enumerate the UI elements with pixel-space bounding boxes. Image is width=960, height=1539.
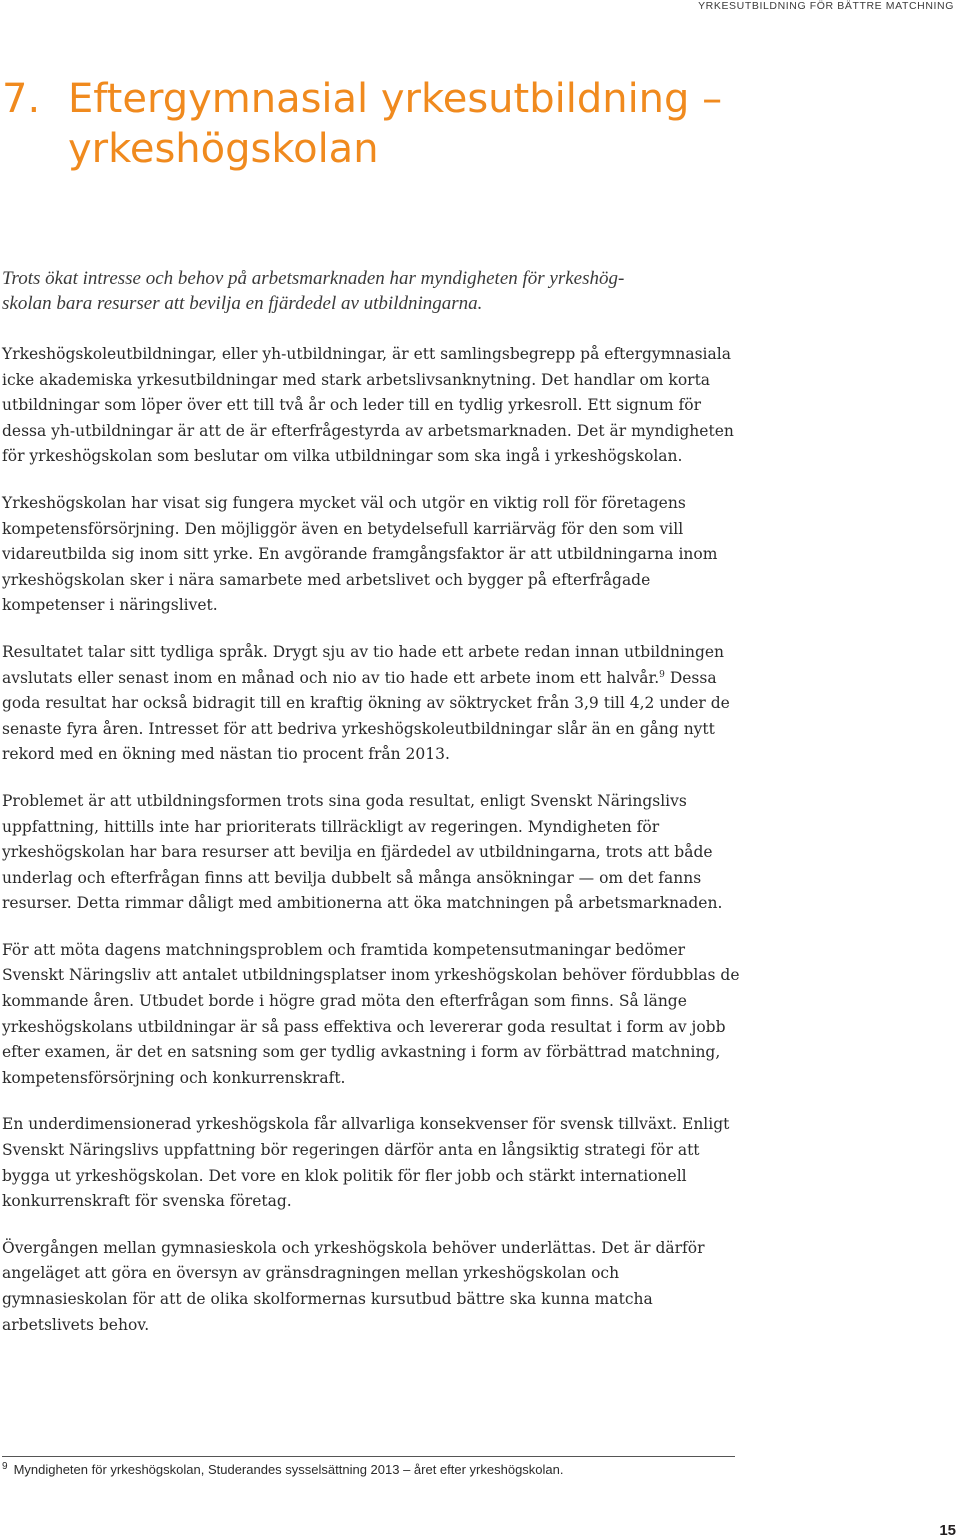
body-paragraph-1: Yrkeshögskoleutbildningar, eller yh-utbildningar, är ett samlingsbegrepp på eftergymnasiala icke akademiska yrkesutbildningar med stark arbetslivsanknytning. Det handlar om korta utbildningar som löper över ett till två år och leder till en tydlig yrkesroll. Ett signum för dessa yh-utbildningar är att de är efterfrågestyrda av arbetsmarknaden. Det är myndigheten för yrkeshögskolan som beslutar om vilka utbildningar som ska ingå i yrkeshögskolan. — [2, 345, 734, 466]
footnote-text: Myndigheten för yrkeshögskolan, Studerandes sysselsättning 2013 – året efter yrkeshögskolan. — [13, 1462, 564, 1477]
body-paragraph-3 — [2, 640, 740, 768]
chapter-title-text-1: Eftergymnasial yrkesutbildning – — [68, 76, 723, 122]
paragraph-3-text-a: Resultatet talar sitt tydliga språk. Drygt sju av tio hade ett arbete redan innan utbildningen avslutats eller senast inom en månad och nio av tio hade ett arbete inom ett halvår. — [2, 642, 725, 687]
running-header: YRKESUTBILDNING FÖR BÄTTRE MATCHNING — [698, 0, 954, 12]
chapter-title-line-2: yrkeshögskolan — [68, 126, 379, 172]
chapter-title — [2, 74, 902, 174]
body-paragraph-4: Problemet är att utbildningsformen trots sina goda resultat, enligt Svenskt Näringslivs uppfattning, hittills inte har prioriterats tillräckligt av regeringen. Myndigheten för yrkeshögskolan har bara resurser att bevilja en fjärdedel av utbildningarna, trots att både underlag och efterfrågan finns att bevilja dubbelt så många ansökningar — om det fanns resurser. Detta rimmar dåligt med ambitionerna att öka matchningen på arbetsmarknaden. — [2, 791, 723, 913]
body-paragraph-5: För att möta dagens matchningsproblem och framtida kompetensutmaningar bedömer Svenskt Näringsliv att antalet utbildningsplatser inom yrkeshögskolan behöver fördubblas de kommande åren. Utbudet borde i högre grad möta den efterfrågan som finns. Så länge yrkeshögskolans utbildningar är så pass effektiva och levererar goda resultat i form av jobb efter examen, är det en satsning som ger tydlig avkastning i form av förbättrad matchning, kompetensförsörjning och konkurrenskraft. — [2, 940, 740, 1087]
chapter-number: 7. — [2, 76, 41, 122]
lead-line-1: Trots ökat intresse och behov på arbetsmarknaden har myndigheten för yrkeshög- — [2, 268, 625, 289]
chapter-title-line-1 — [2, 74, 902, 124]
body-text — [2, 342, 740, 1359]
lead-paragraph — [2, 266, 732, 316]
footnote-reference: 9 — [659, 669, 665, 680]
paragraph-3-text-b: Dessa goda resultat har också bidragit till en kraftig ökning av söktrycket från 3,9 till 4,2 under de senaste fyra åren. Intresset för att bedriva yrkeshögskoleutbildningar slår än en gång nytt rekord med en ökning med nästan tio procent från 2013. — [2, 668, 730, 764]
footnote-mark: 9 — [2, 1461, 8, 1472]
body-paragraph-2: Yrkeshögskolan har visat sig fungera mycket väl och utgör en viktig roll för företagens kompetensförsörjning. Den möjliggör även en betydelsefull karriärväg för den som vill vidareutbilda sig inom sitt yrke. En avgörande framgångsfaktor är att utbildningarna inom yrkeshögskolan sker i nära samarbete med arbetslivet och bygger på efterfrågade kompetenser i näringslivet. — [2, 493, 718, 615]
page-number: 15 — [939, 1522, 956, 1539]
body-paragraph-6: En underdimensionerad yrkeshögskola får allvarliga konsekvenser för svensk tillväxt. Enligt Svenskt Näringslivs uppfattning bör regeringen därför anta en långsiktig strategi för att bygga ut yrkeshögskolan. Det vore en klok politik för fler jobb och stärkt internationell konkurrenskraft för svenska företag. — [2, 1115, 730, 1211]
footnote — [2, 1461, 762, 1477]
footnote-divider — [2, 1456, 735, 1457]
body-paragraph-7: Övergången mellan gymnasieskola och yrkeshögskola behöver underlättas. Det är därför angeläget att göra en översyn av gränsdragningen mellan yrkeshögskolan och gymnasieskolan för att de olika skolformernas kursutbud bättre ska kunna matcha arbetslivets behov. — [2, 1238, 705, 1334]
lead-line-2: skolan bara resurser att bevilja en fjärdedel av utbildningarna. — [2, 293, 483, 314]
